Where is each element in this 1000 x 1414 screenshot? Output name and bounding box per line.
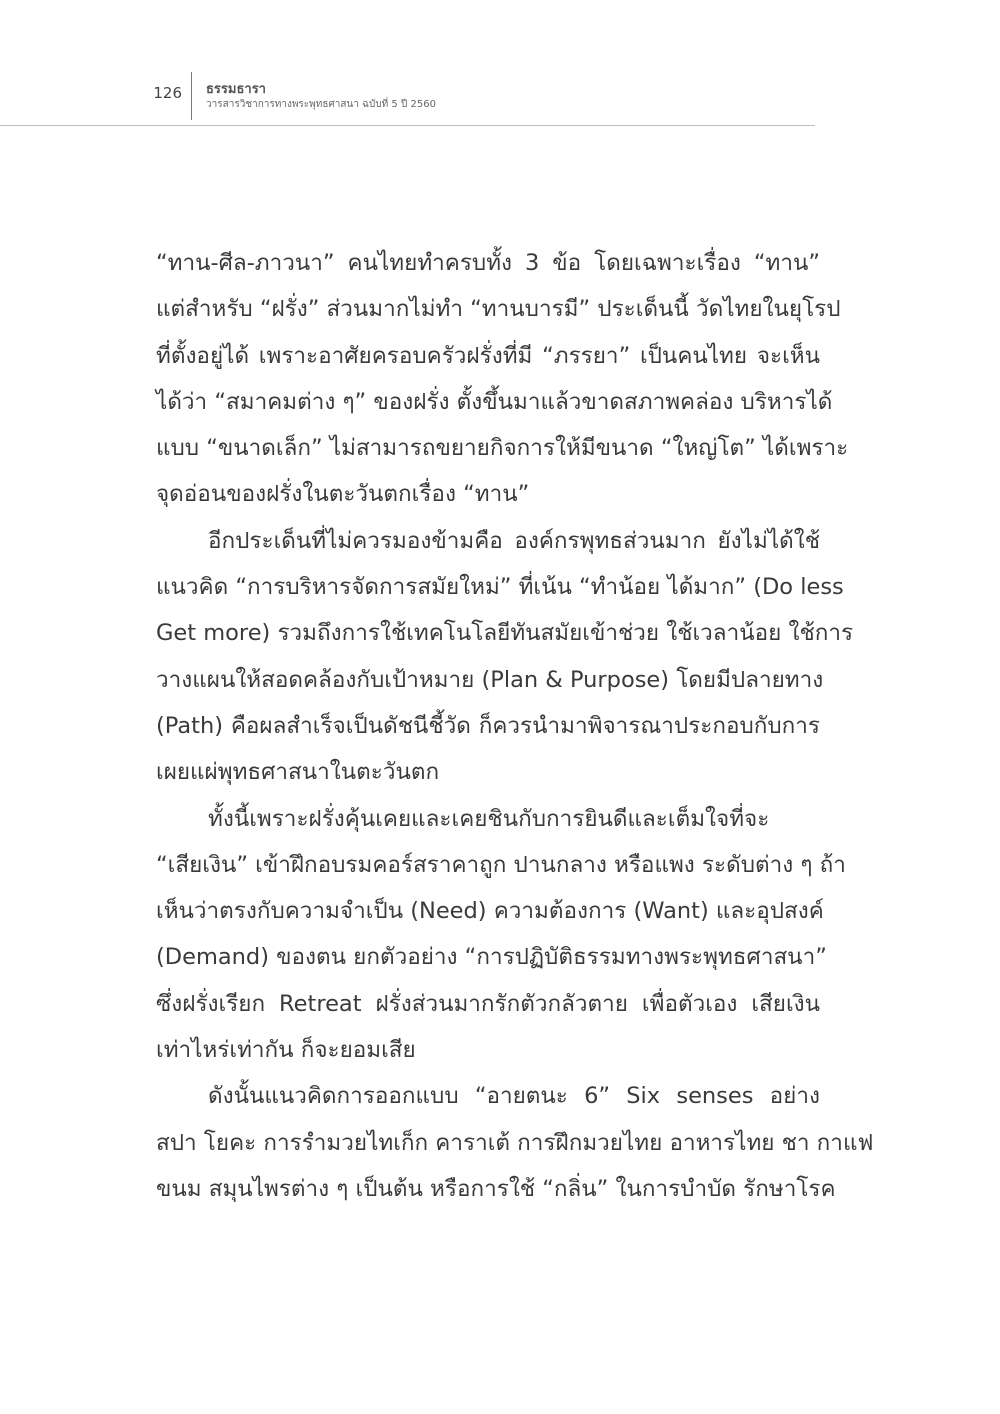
text-line: ซึ่งฝรั่งเรียก Retreat ฝรั่งส่วนมากรักตัวกลัวตาย เพื่อตัวเอง เสียเงิน (156, 990, 820, 1017)
text-line: “ทาน-ศีล-ภาวนา” คนไทยทำครบทั้ง 3 ข้อ โดยเฉพาะเรื่อง “ทาน” (156, 250, 820, 276)
text-line: จุดอ่อนของฝรั่งในตะวันตกเรื่อง “ทาน” (156, 481, 530, 508)
header-divider (191, 72, 192, 120)
text-line: วางแผนให้สอดคล้องกับเป้าหมาย (Plan & Purpose) โดยมีปลายทาง (156, 666, 824, 693)
text-line: แบบ “ขนาดเล็ก” ไม่สามารถขยายกิจการให้มีขนาด “ใหญ่โต” ได้เพราะ (156, 435, 849, 462)
text-line: “เสียเงิน” เข้าฝึกอบรมคอร์สราคาถูก ปานกลาง หรือแพง ระดับต่าง ๆ ถ้า (156, 851, 846, 878)
page-header (0, 70, 815, 126)
text-line: (Path) คือผลสำเร็จเป็นดัชนีชี้วัด ก็ควรนำมาพิจารณาประกอบกับการ (156, 712, 820, 739)
text-line: เห็นว่าตรงกับความจำเป็น (Need) ความต้องการ (Want) และอุปสงค์ (156, 898, 824, 925)
text-line: ดังนั้นแนวคิดการออกแบบ “อายตนะ 6” Six senses อย่าง (208, 1083, 820, 1110)
body-text (156, 240, 874, 1212)
text-line: ได้ว่า “สมาคมต่าง ๆ” ของฝรั่ง ตั้งขึ้นมาแล้วขาดสภาพคล่อง บริหารได้ (156, 388, 833, 415)
text-line: ที่ตั้งอยู่ได้ เพราะอาศัยครอบครัวฝรั่งที่มี “ภรรยา” เป็นคนไทย จะเห็น (156, 342, 820, 369)
journal-title: ธรรมธารา (206, 82, 266, 97)
text-line: เท่าไหร่เท่ากัน ก็จะยอมเสีย (156, 1037, 416, 1064)
journal-subtitle: วารสารวิชาการทางพระพุทธศาสนา ฉบับที่ 5 ปี 2560 (206, 99, 436, 110)
text-line: ขนม สมุนไพรต่าง ๆ เป็นต้น หรือการใช้ “กลิ่น” ในการบำบัด รักษาโรค (156, 1175, 836, 1202)
text-line: อีกประเด็นที่ไม่ควรมองข้ามคือ องค์กรพุทธส่วนมาก ยังไม่ได้ใช้ (208, 527, 820, 554)
text-line: ทั้งนี้เพราะฝรั่งคุ้นเคยและเคยชินกับการยินดีและเต็มใจที่จะ (208, 805, 770, 832)
text-line: (Demand) ของตน ยกตัวอย่าง “การปฏิบัติธรรมทางพระพุทธศาสนา” (156, 944, 827, 971)
text-line: เผยแผ่พุทธศาสนาในตะวันตก (156, 759, 440, 786)
page-number: 126 (153, 84, 182, 102)
text-line: แนวคิด “การบริหารจัดการสมัยใหม่” ที่เน้น “ทำน้อย ได้มาก” (Do less (156, 574, 844, 601)
text-line: แต่สำหรับ “ฝรั่ง” ส่วนมากไม่ทำ “ทานบารมี” ประเด็นนี้ วัดไทยในยุโรป (156, 296, 841, 323)
text-line: สปา โยคะ การรำมวยไทเก็ก คาราเต้ การฝึกมวยไทย อาหารไทย ชา กาแฟ (156, 1129, 874, 1156)
text-line: Get more) รวมถึงการใช้เทคโนโลยีทันสมัยเข้าช่วย ใช้เวลาน้อย ใช้การ (156, 620, 854, 647)
